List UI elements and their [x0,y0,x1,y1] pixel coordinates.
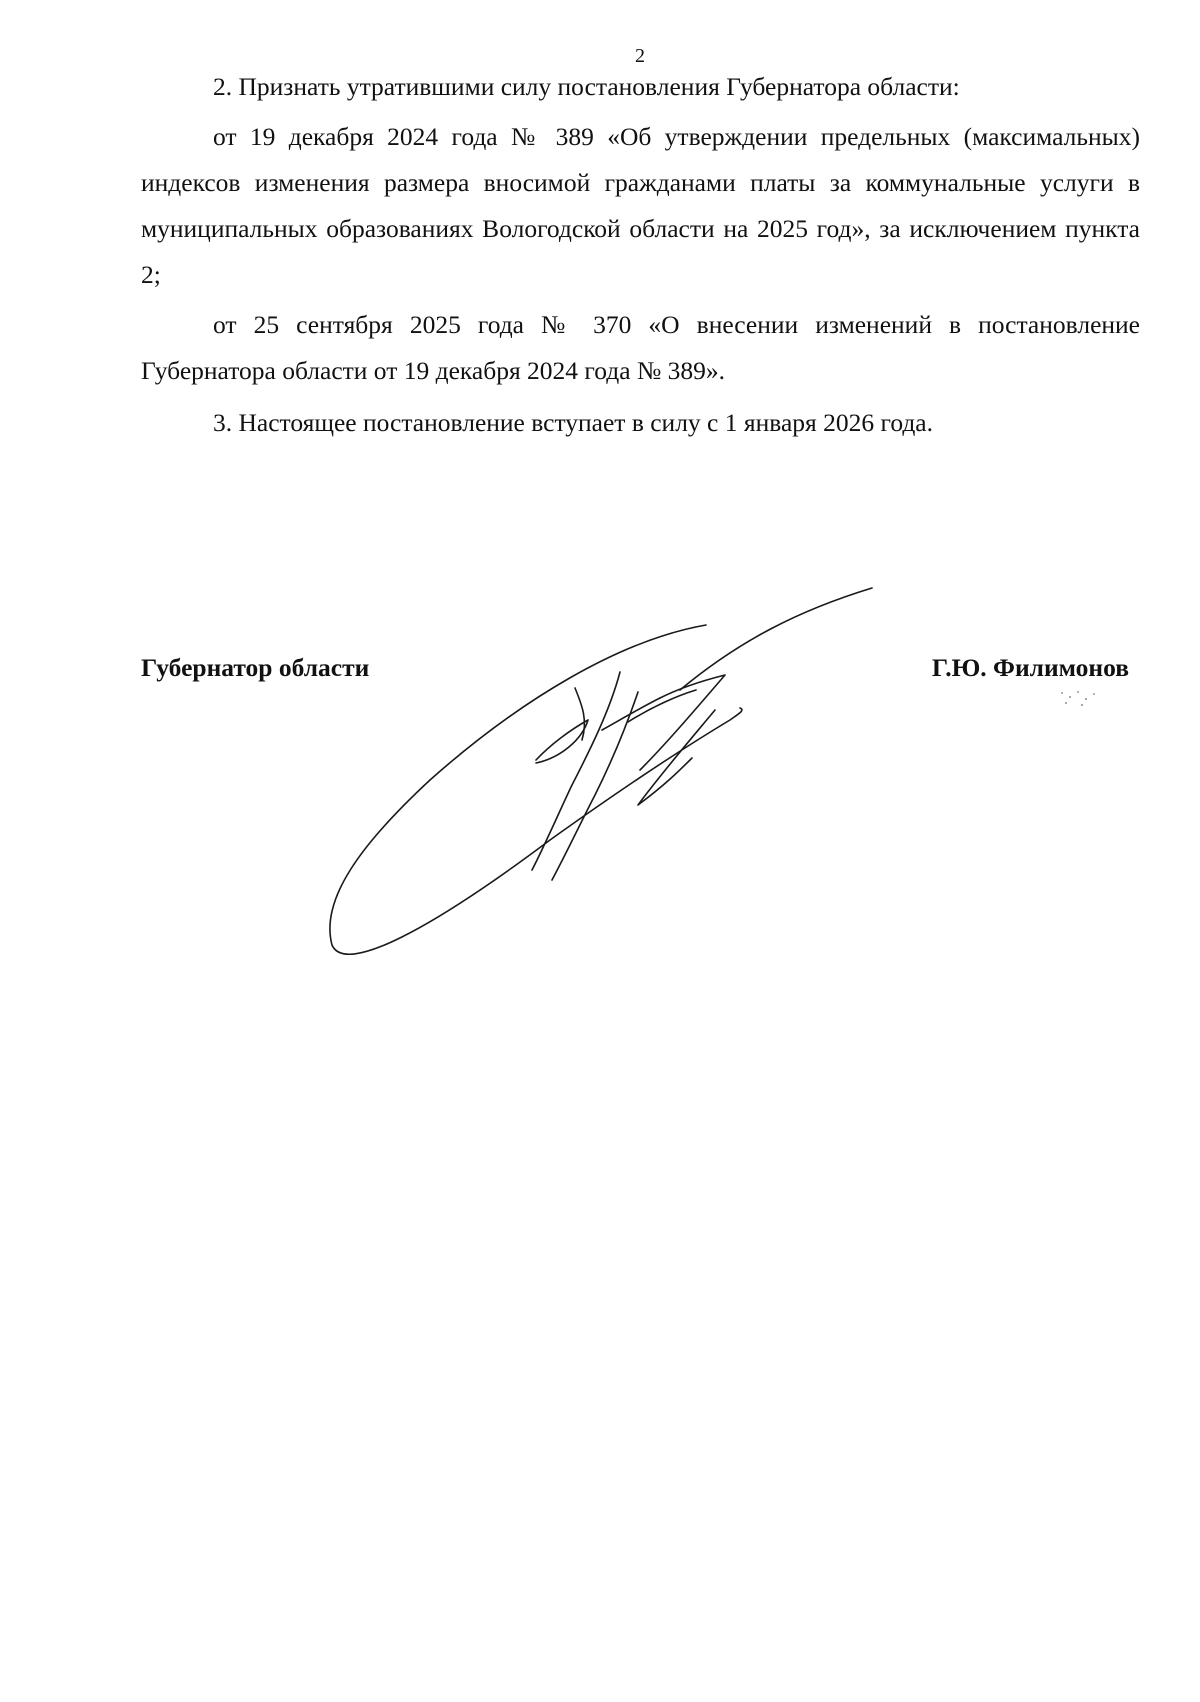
paragraph-item-2: 2. Признать утратившими силу постановления Губернатора области: [213,72,960,101]
handwritten-signature-icon [320,580,880,960]
paragraph-item-3: 3. Настоящее постановление вступает в силу с 1 января 2026 года. [213,408,934,437]
signer-position: Губернатор области [141,653,370,682]
paragraph-repeal-389: от 19 декабря 2024 года № 389 «Об утверждении предельных (максимальных) индексов изменения размера вносимой гражданами платы за коммунальные услуги в муниципальных образованиях Вологодской области на 2025 год», за исключением пункта 2; [141,122,1140,289]
page-number: 2 [635,45,645,67]
paragraph-repeal-370: от 25 сентября 2025 года № 370 «О внесении изменений в постановление Губернатора области от 19 декабря 2024 года № 389». [141,310,1140,385]
document-body [141,64,1140,446]
signer-name: Г.Ю. Филимонов [931,653,1129,682]
